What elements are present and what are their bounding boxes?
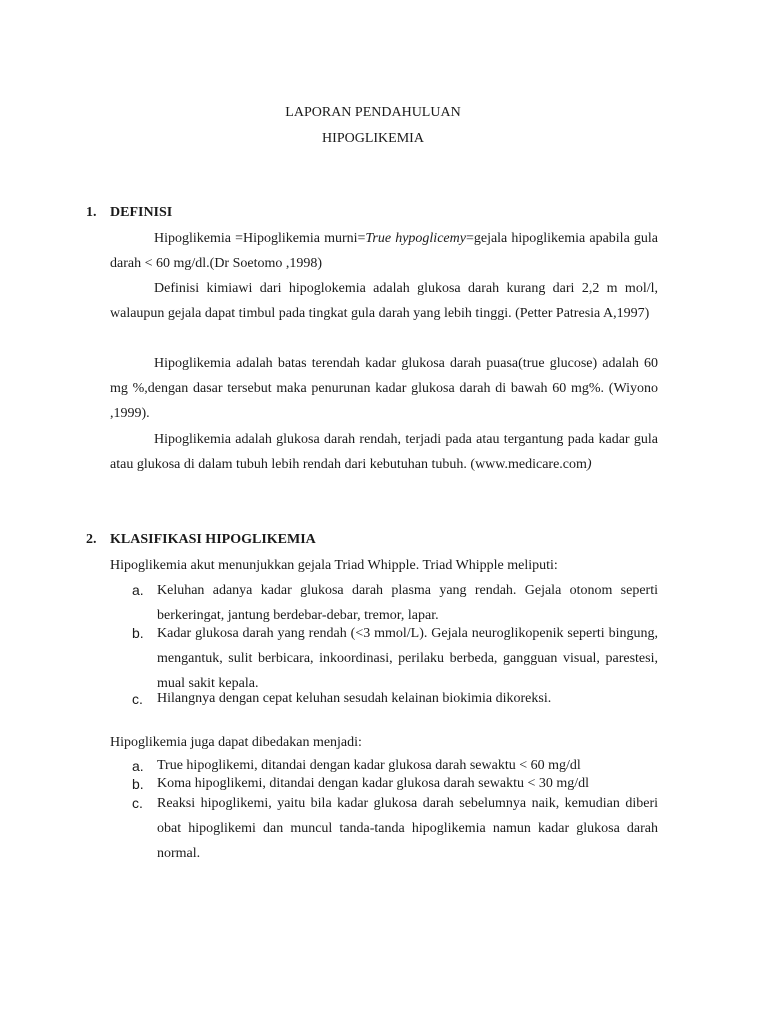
section-heading-definisi	[86, 204, 172, 222]
list-item	[132, 621, 658, 696]
section-title: DEFINISI	[110, 205, 173, 220]
paragraph-definisi-4	[110, 427, 658, 477]
document-subtitle: HIPOGLIKEMIA	[322, 131, 424, 146]
italic-closing: )	[586, 457, 592, 472]
paragraph-definisi-1	[110, 226, 658, 276]
list-marker: a.	[132, 758, 144, 774]
list-item-text: True hipoglikemi, ditandai dengan kadar glukosa darah sewaktu < 60 mg/dl	[157, 758, 581, 773]
list-item-text: Hilangnya dengan cepat keluhan sesudah kelainan biokimia dikoreksi.	[157, 691, 552, 706]
paragraph-definisi-2: Definisi kimiawi dari hipoglokemia adalah glukosa darah kurang dari 2,2 m mol/l, walaupun gejala dapat timbul pada tingkat gula darah yang lebih tinggi. (Petter Patresia A,1997)	[110, 281, 658, 321]
list-item	[132, 757, 658, 775]
section-number: 2.	[86, 532, 97, 547]
list-item-text: Kadar glukosa darah yang rendah (<3 mmol/L). Gejala neuroglikopenik seperti bingung, mengantuk, sulit berbicara, inkoordinasi, perilaku berbeda, gangguan visual, parestesi, mual sakit kepala.	[157, 626, 658, 691]
list-marker: b.	[132, 625, 144, 641]
paragraph-definisi-3: Hipoglikemia adalah batas terendah kadar glukosa darah puasa(true glucose) adalah 60 mg %,dengan dasar tersebut maka penurunan kadar glukosa darah di bawah 60 mg%. (Wiyono ,1999).	[110, 356, 658, 421]
list-item	[132, 690, 658, 708]
section-number: 1.	[86, 205, 97, 220]
intro-text: Hipoglikemia akut menunjukkan gejala Triad Whipple. Triad Whipple meliputi:	[110, 558, 558, 573]
list-marker: a.	[132, 582, 144, 598]
list-marker: c.	[132, 691, 143, 707]
paragraph-text: Hipoglikemia =Hipoglikemia murni=	[154, 231, 366, 246]
list-item-text: Keluhan adanya kadar glukosa darah plasma yang rendah. Gejala otonom seperti berkeringat, jantung berdebar-debar, tremor, lapar.	[157, 583, 658, 623]
paragraph-text: =gejala hipoglikemia apabila gula darah < 60 mg/dl.(Dr Soetomo ,1998)	[110, 231, 658, 271]
paragraph-text: Hipoglikemia adalah glukosa darah rendah, terjadi pada atau tergantung pada kadar gula atau glukosa di dalam tubuh lebih rendah dari kebutuhan tubuh. (www.medicare.com	[110, 432, 658, 472]
intro-text: Hipoglikemia juga dapat dibedakan menjadi:	[110, 735, 362, 750]
section-title: KLASIFIKASI HIPOGLIKEMIA	[110, 532, 316, 547]
list-item-text: Reaksi hipoglikemi, yaitu bila kadar glukosa darah sebelumnya naik, kemudian diberi obat hipoglikemi dan muncul tanda-tanda hipoglikemia namun kadar glukosa darah normal.	[157, 796, 658, 861]
italic-term: True hypoglicemy	[365, 231, 466, 246]
section-heading-klasifikasi	[86, 531, 316, 549]
document-title: LAPORAN PENDAHULUAN	[285, 105, 461, 120]
list-item-text: Koma hipoglikemi, ditandai dengan kadar glukosa darah sewaktu < 30 mg/dl	[157, 776, 590, 791]
list-marker: c.	[132, 795, 143, 811]
list-item	[132, 791, 658, 866]
list-marker: b.	[132, 776, 144, 792]
